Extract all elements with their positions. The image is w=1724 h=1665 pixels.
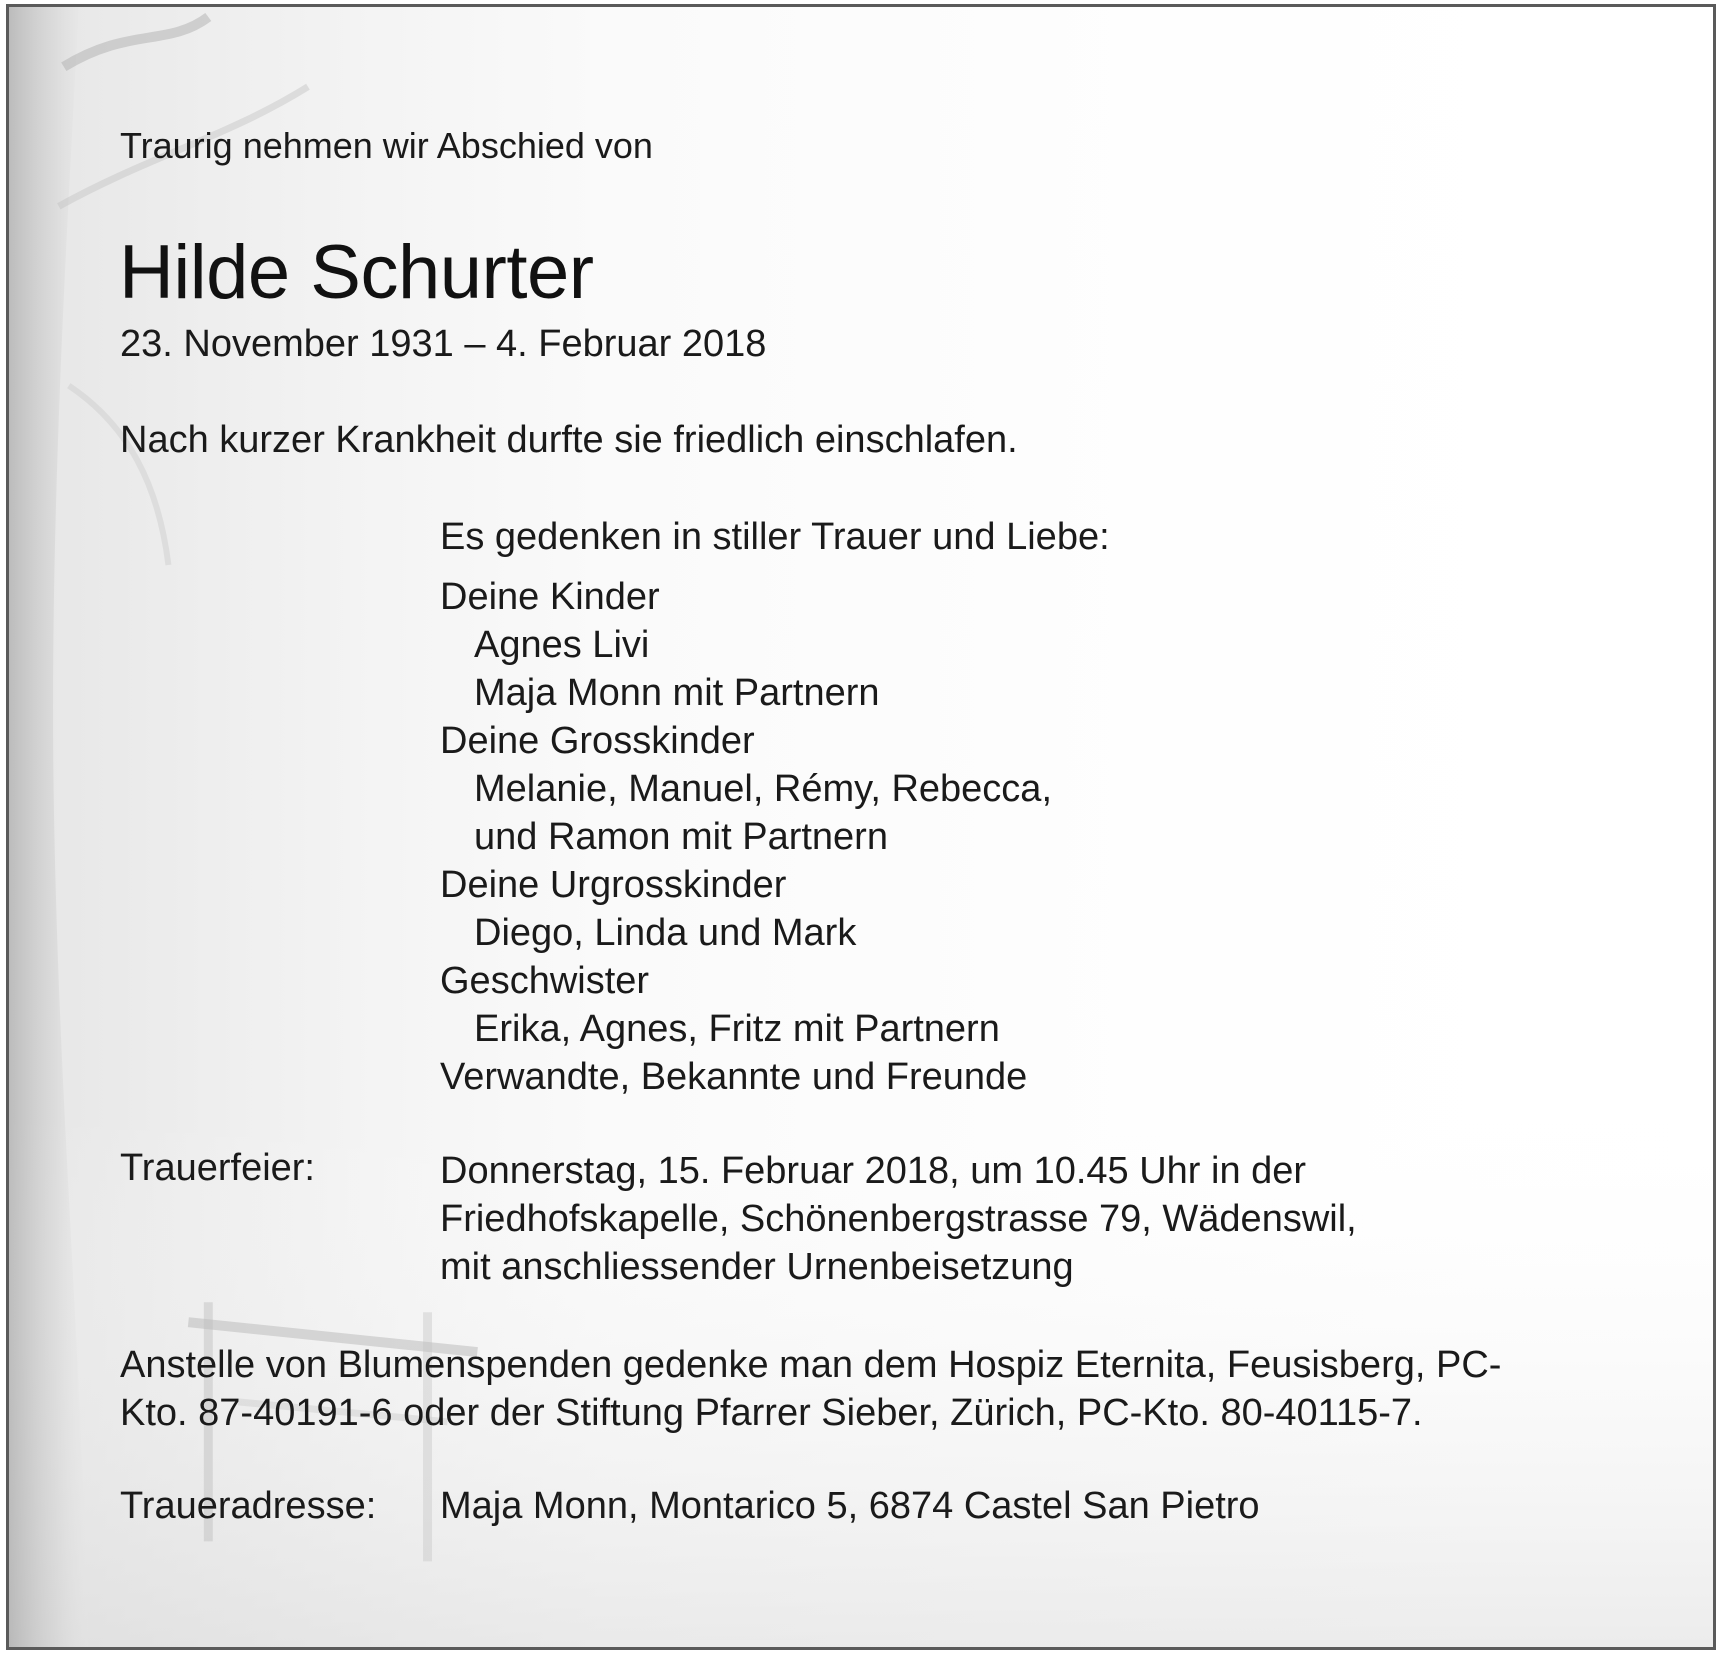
ceremony-line: Friedhofskapelle, Schönenbergstrasse 79, Wädenswil, bbox=[440, 1198, 1357, 1240]
mourner-name: Melanie, Manuel, Rémy, Rebecca, bbox=[474, 768, 1052, 810]
deceased-name: Hilde Schurter bbox=[119, 230, 594, 315]
mourners-heading: Es gedenken in stiller Trauer und Liebe: bbox=[440, 516, 1110, 558]
mourner-group-label: Verwandte, Bekannte und Freunde bbox=[440, 1056, 1028, 1098]
obituary-card bbox=[6, 4, 1716, 1650]
mourner-group-label: Geschwister bbox=[440, 960, 650, 1002]
passing-note: Nach kurzer Krankheit durfte sie friedlich einschlafen. bbox=[120, 419, 1018, 461]
life-dates: 23. November 1931 – 4. Februar 2018 bbox=[120, 323, 767, 365]
intro-text: Traurig nehmen wir Abschied von bbox=[120, 125, 653, 166]
donation-line: Kto. 87-40191-6 oder der Stiftung Pfarrer Sieber, Zürich, PC-Kto. 80-40115-7. bbox=[120, 1392, 1423, 1434]
donation-line: Anstelle von Blumenspenden gedenke man dem Hospiz Eternita, Feusisberg, PC- bbox=[120, 1344, 1502, 1386]
ceremony-details bbox=[440, 1147, 1357, 1291]
mourner-group-label: Deine Kinder bbox=[440, 576, 660, 618]
mourner-name: und Ramon mit Partnern bbox=[474, 816, 888, 858]
mourner-group-label: Deine Urgrosskinder bbox=[440, 864, 787, 906]
mourner-name: Erika, Agnes, Fritz mit Partnern bbox=[474, 1008, 1000, 1050]
mourning-address: Maja Monn, Montarico 5, 6874 Castel San Pietro bbox=[440, 1485, 1260, 1527]
mourner-name: Diego, Linda und Mark bbox=[474, 912, 857, 954]
ceremony-line: mit anschliessender Urnenbeisetzung bbox=[440, 1246, 1074, 1288]
ceremony-line: Donnerstag, 15. Februar 2018, um 10.45 Uhr in der bbox=[440, 1150, 1307, 1192]
mourner-group-label: Deine Grosskinder bbox=[440, 720, 755, 762]
donation-note bbox=[120, 1341, 1501, 1437]
mourners-list bbox=[440, 513, 1110, 1101]
address-label: Traueradresse: bbox=[120, 1485, 377, 1527]
mourner-name: Maja Monn mit Partnern bbox=[474, 672, 880, 714]
mourner-name: Agnes Livi bbox=[474, 624, 650, 666]
ceremony-label: Trauerfeier: bbox=[120, 1147, 315, 1189]
